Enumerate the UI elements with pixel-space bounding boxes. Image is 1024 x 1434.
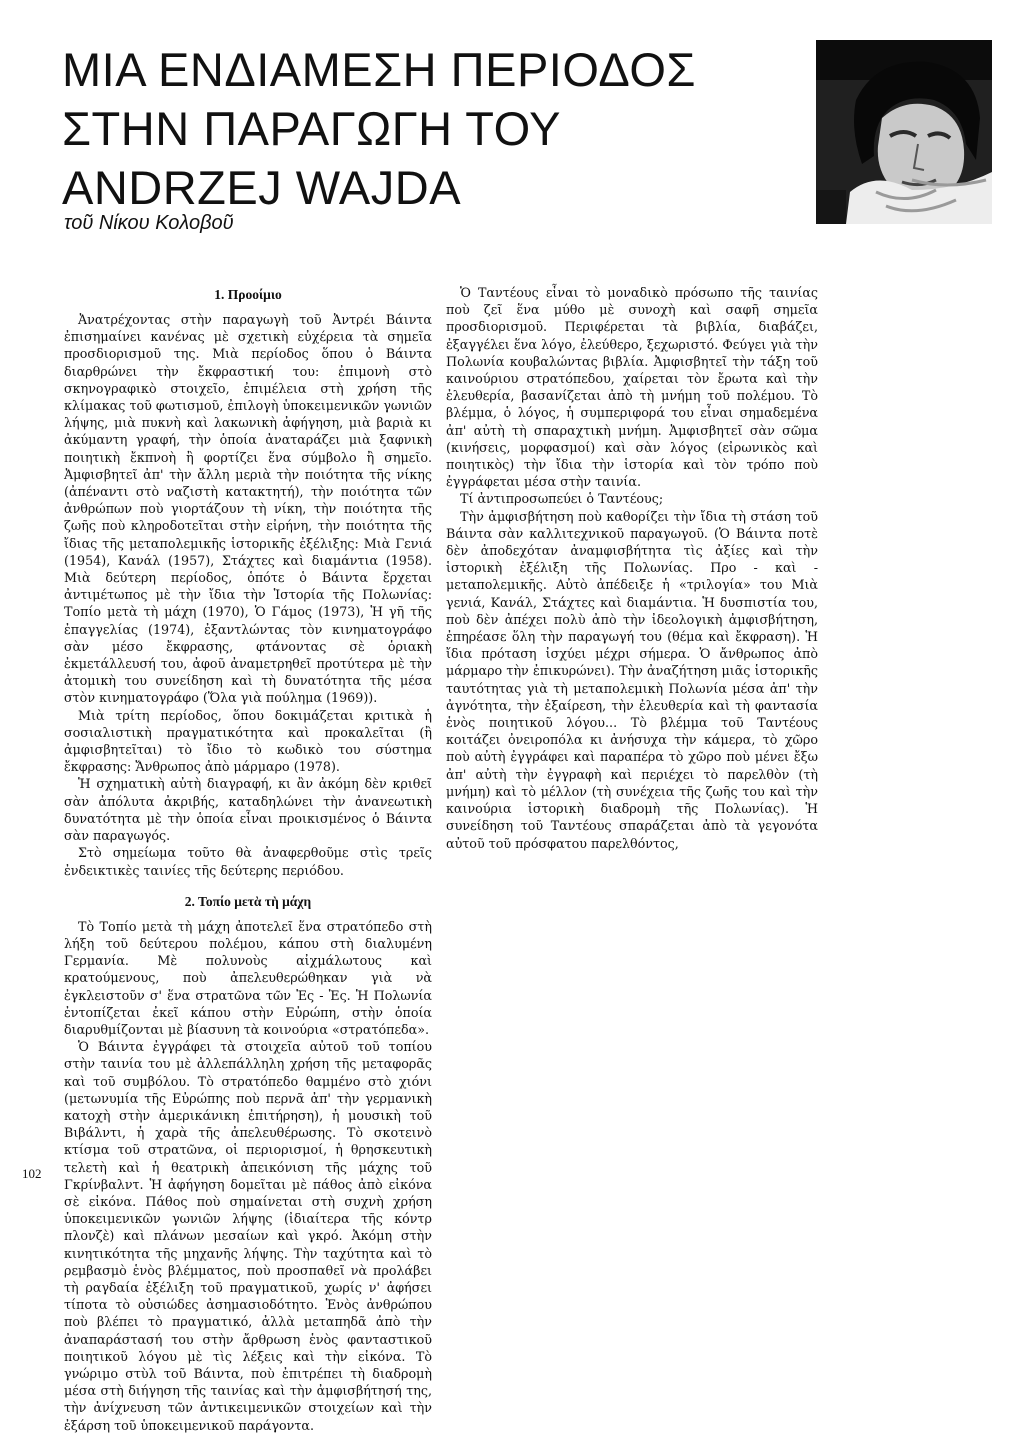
portrait-image xyxy=(816,40,992,224)
paragraph-6: Ὁ Βάιντα ἐγγράφει τὰ στοιχεῖα αὐτοῦ τοῦ τοπίου στὴν ταινία του μὲ ἀλλεπάλληλη χρήση τῆς μεταφορᾶς καὶ τοῦ συμβόλου. Τὸ στρατόπεδο θαμμένο στὸ χιόνι (μετωνυμία τῆς Εὐρώπης ποὺ περνᾶ ἀπ' τὴν γερμανικὴ κατοχὴ στὴν ἀμερικάνικη ἐπιτήρηση), ἡ μουσικὴ τοῦ Βιβάλντι, ἡ χαρὰ τῆς ἀπελευθέρωσης. Τὸ σκοτεινὸ κτίσμα τοῦ στρατῶνα, οἱ περιορισμοί, ἡ θρησκευτικὴ τελετὴ καὶ ἡ θεατρικὴ ἀπεικόνιση τῆς μάχης τοῦ Γκρίνβαλντ. Ἡ ἀφήγηση δομεῖται μὲ πάθος ἀπὸ εἰκόνα σὲ εἰκόνα. Πάθος ποὺ σημαίνεται στὴ συχνὴ χρήση ὑποκειμενικῶν γωνιῶν λήψης (ἰδιαίτερα τῆς κόντρ πλονζὲ) καὶ πλάνων μεσαίων καὶ γκρό. Ἀκόμη στὴν κινητικότητα τῆς μηχανῆς λήψης. Τὴν ταχύτητα καὶ τὸ ρεμβασμὸ ἑνὸς βλέμματος, ποὺ προσπαθεῖ νὰ προλάβει τὴ ραγδαία ἐξέλιξη τοῦ πραγματικοῦ, χωρίς ν' ἀφήσει τίποτα τὸ οὐσιώδες ἀσημασιοδότητο. Ἑνὸς ἀνθρώπου ποὺ βλέπει τὸ πραγματικό, ἀλλὰ μεταπηδᾶ ἀπὸ τὴν ἀναπαράστασή του στὴν ἄρθρωση ἑνὸς φανταστικοῦ ποιητικοῦ λόγου μὲ τὶς λέξεις καὶ τὴν εἰκόνα. Τὸ γνώριμο στὺλ τοῦ Βάιντα, ποὺ ἐπιτρέπει τὴ διαδρομὴ μέσα στὴ διήγηση τῆς ταινίας καὶ τὴν ἀμφισβήτησή της, τὴν ἀνίχνευση τῶν ἀντικειμενικῶν στοιχείων καὶ τὴν ἐξάρση τοῦ ὑποκειμενικοῦ παράγοντα. xyxy=(64,1039,432,1433)
article-column-left xyxy=(64,286,432,1434)
paragraph-3: Ἡ σχηματικὴ αὐτὴ διαγραφή, κι ἂν ἀκόμη δὲν κριθεῖ σὰν ἀπόλυτα ἀκριβής, καταδηλώνει τὴν ἀνανεωτικὴ δυνατότητα μὲ τὴν ὁποία εἶναι προικισμένος ὁ Βάιντα σὰν παραγωγός. xyxy=(64,776,432,844)
author-portrait-photo xyxy=(816,40,992,224)
paragraph-1: Ἀνατρέχοντας στὴν παραγωγὴ τοῦ Ἀντρέι Βάιντα ἐπισημαίνει κανένας μὲ σχετικὴ εὐχέρεια τὰ σημεῖα προσδιορισμοῦ της. Μιὰ περίοδος ὅπου ὁ Βάιντα διαρθρώνει τὴν ἔκφραστική του: ἐπιμονὴ στὸ σκηνογραφικὸ στοιχεῖο, ἐπιμέλεια στὴ χρήση τῆς κλίμακας τοῦ φωτισμοῦ, ἐπιλογὴ ὑποκειμενικῶν γωνιῶν λήψης, μιὰ πυκνὴ καὶ λακωνικὴ ἀφήγηση, μιὰ βαριὰ κι ἀκύμαντη γραφή, τὴν ὁποία ἀναταράζει μιὰ ξαφνικὴ ποιητικὴ ἔκπνοὴ ἢ φορτίζει ἕνα σύμβολο ἢ σημεῖο. Ἀμφισβητεῖ ἀπ' τὴν ἄλλη μεριὰ τὴν ποιότητα τῆς νίκης (ἀπέναντι στὸ ναζιστὴ κατακτητή), τὴν ποιότητα τῶν ἀνθρώπων ποὺ γιορτάζουν τὴ νίκη, τὴν ποιότητα τῆς ζωῆς ποὺ κληροδοτεῖται στὴν εἰρήνη, τὴν ποιότητα τῆς ἴδιας τῆς μεταπολεμικῆς ἱστορικῆς ἐξέλιξης: Μιὰ Γενιά (1954), Κανάλ (1957), Στάχτες καὶ διαμάντια (1958). Μιὰ δεύτερη περίοδος, ὁπότε ὁ Βάιντα ἔρχεται ἀντιμέτωπος μὲ τὴν ἴδια τὴν Ἱστορία τῆς Πολωνίας: Τοπίο μετὰ τὴ μάχη (1970), Ὁ Γάμος (1973), Ἡ γῆ τῆς ἐπαγγελίας (1974), ἐξαντλώντας τὸν κινηματογράφο σὰν μέσο ἔκφρασης, φτάνοντας σὲ ὁριακὴ ἐκμετάλλευσή του, ἀφοῦ ἀναμετρηθεῖ προτύτερα μὲ τὴν ἀτομικὴ του συνείδηση καὶ τὴ δυνατότητα τῆς μέσα στὸν κινηματογράφο (Ὅλα γιὰ πούλημα (1969)). xyxy=(64,312,432,706)
article-author: τοῦ Νίκου Κολοβοῦ xyxy=(64,212,234,234)
title-line-1: ΜΙΑ ΕΝΔΙΑΜΕΣΗ ΠΕΡΙΟΔΟΣ xyxy=(62,43,696,96)
paragraph-8: Τί ἀντιπροσωπεύει ὁ Ταντέους; xyxy=(460,491,664,507)
paragraph-7: Ὁ Ταντέους εἶναι τὸ μοναδικὸ πρόσωπο τῆς ταινίας ποὺ ζεῖ ἕνα μύθο μὲ συνοχὴ καὶ σαφῆ σημεῖα προσδιορισμοῦ. Περιφέρεται τὰ βιβλία, διαβάζει, ἐξαγγέλει ἕνα λόγο, ἐλεύθερο, ξεχωριστό. Φεύγει γιὰ τὴν Πολωνία κουβαλώντας βιβλία. Ἀμφισβητεῖ τὴν τάξη τοῦ καινούριου στρατόπεδου, χαίρεται τὸν ἔρωτα καὶ τὴν ἐλευθερία, βασανίζεται ἀπὸ τὴ μνήμη τοῦ πολέμου. Τὸ βλέμμα, ὁ λόγος, ἡ συμπεριφορά του εἶναι σημαδεμένα ἀπ' αὐτὴ τὴ σπαραχτικὴ μνήμη. Ἀμφισβητεῖ σὰν σῶμα (κινήσεις, μορφασμοί) καὶ σὰν λόγος (εἰρωνικὸς καὶ ποιητικὸς) τὴν ἴδια τὴν ἱστορία καὶ τὸν τρόπο ποὺ ἐγγράφεται μέσα στὴν ταινία. xyxy=(446,285,818,490)
section-heading-prooimio: 1. Προοίμιο xyxy=(214,287,282,302)
article-title xyxy=(62,40,782,217)
title-line-3: ANDRZEJ WAJDA xyxy=(62,161,462,214)
section-heading-topio: 2. Τοπίο μετὰ τὴ μάχη xyxy=(184,893,312,909)
paragraph-4: Στὸ σημείωμα τοῦτο θὰ ἀναφερθοῦμε στὶς τρεῖς ἐνδεικτικὲς ταινίες τῆς δεύτερης περιόδου. xyxy=(64,845,432,878)
title-line-2: ΣΤΗΝ ΠΑΡΑΓΩΓΗ ΤΟΥ xyxy=(62,102,562,155)
page-number: 102 xyxy=(22,1166,42,1181)
paragraph-9: Τὴν ἀμφισβήτηση ποὺ καθορίζει τὴν ἴδια τὴ στάση τοῦ Βάιντα σὰν καλλιτεχνικοῦ παραγωγοῦ. (Ὁ Βάιντα ποτὲ δὲν ἀποδεχόταν ἀναμφισβήτητα τὶς ἀξίες καὶ τὴν ἱστορικὴ ἐξέλιξη τῆς Πολωνίας. Προ - καὶ - μεταπολεμικῆς. Αὐτὸ ἀπέδειξε ἡ «τριλογία» του Μιὰ γενιά, Κανάλ, Στάχτες καὶ διαμάντια. Ἡ δυσπιστία του, ποὺ δὲν ἀπέχει πολὺ ἀπὸ τὴν ἰδεολογικὴ ἀμφισβήτηση, ἐπηρέασε ὅλη τὴν παραγωγή του (θέμα καὶ ἔκφραση). Ἡ ἴδια πρόταση ἰσχύει μέχρι σήμερα. Ὁ ἄνθρωπος ἀπὸ μάρμαρο τὴν ἐπικυρώνει). Τὴν ἀναζήτηση μιᾶς ἱστορικῆς ταυτότητας γιὰ τὴ μεταπολεμικὴ Πολωνία μέσα ἀπ' τὴν ἀγνότητα, τὴν ἐξαίρεση, τὴν ἐλευθερία καὶ τὴ φαντασία ἑνὸς ποιητικοῦ λόγου... Τὸ βλέμμα τοῦ Ταντέους κοιτάζει ὀνειροπόλα κι ἀνήσυχα τὴν κάμερα, τὸ χῶρο ποὺ αὐτὴ ἐγγράφει καὶ παραπέρα τὸ χῶρο ποὺ μένει ἔξω ἀπ' αὐτὴ τὴν ἐγγραφὴ καὶ περιέχει τὸ παρελθὸν (τὴ μνήμη) καὶ τὸ μέλλον (τὴ συνέχεια τῆς ζωῆς του καὶ τὴν καινούρια ἱστορικὴ διαδρομὴ τῆς Πολωνίας). Ἡ συνείδηση τοῦ Ταντέους σπαράζεται ἀπὸ τὰ γεγονότα αὐτοῦ τοῦ πρόσφατου παρελθόντος, xyxy=(446,508,818,851)
article-column-right xyxy=(446,284,818,852)
paragraph-5: Τὸ Τοπίο μετὰ τὴ μάχη ἀποτελεῖ ἕνα στρατόπεδο στὴ λήξη τοῦ δεύτερου πολέμου, κάπου στὴ διαλυμένη Γερμανία. Μὲ πολυνοὺς αἰχμάλωτους καὶ κρατούμενους, ποὺ ἀπελευθερώθηκαν γιὰ νὰ ἐγκλειστοῦν σ' ἕνα στρατῶνα τῶν Ἐς - Ἐς. Ἡ Πολωνία ἐντοπίζεται ἐκεῖ κάπου στὴν Εὐρώπη, στὴν ὁποία διαρυθμίζονται μὲ βίασυνη τὰ κοινούρια «στρατόπεδα». xyxy=(64,918,432,1037)
paragraph-2: Μιὰ τρίτη περίοδος, ὅπου δοκιμάζεται κριτικὰ ἡ σοσιαλιστικὴ πραγματικότητα καὶ προκαλεῖται (ἢ ἀμφισβητεῖται) τὸ ἴδιο τὸ κωδικὸ του σύστημα ἔκφρασης: Ἄνθρωπος ἀπὸ μάρμαρο (1978). xyxy=(64,707,432,775)
